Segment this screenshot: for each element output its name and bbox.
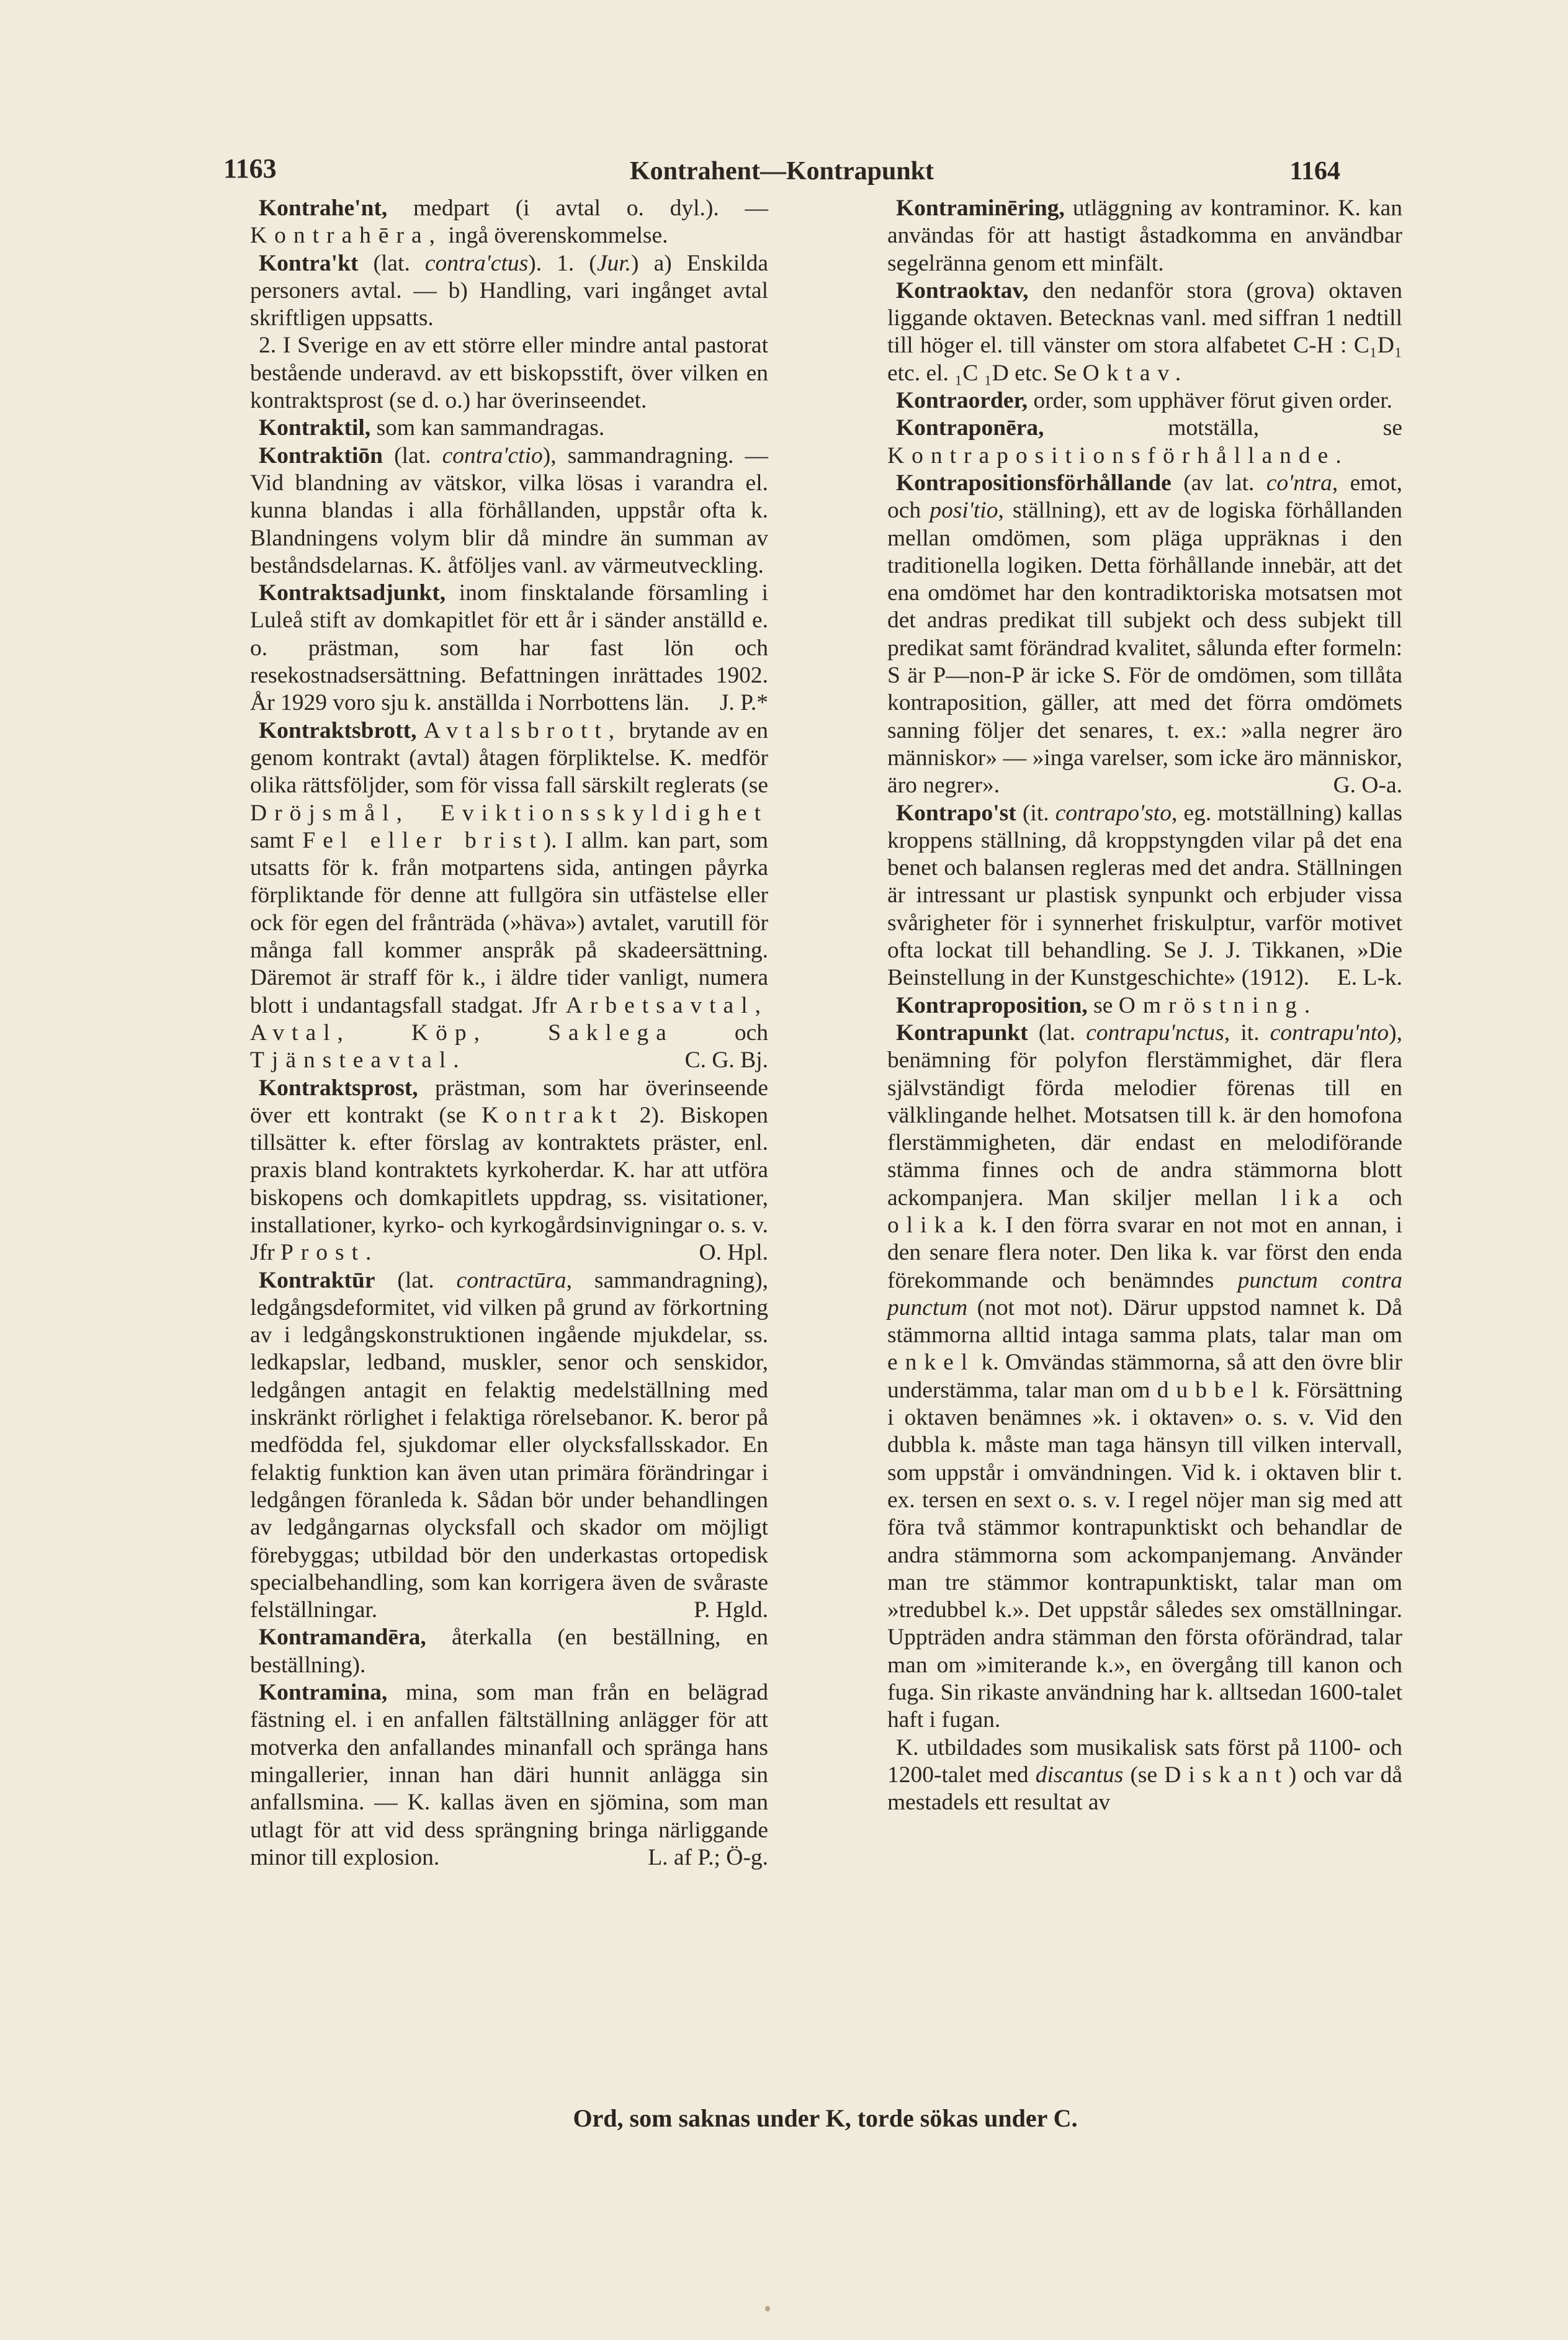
entry-text: (av lat.: [1171, 470, 1266, 496]
entry-text: , ställning), ett av de logiska förhållanden mellan omdömen, som pläga uppräknas i den traditionella logiken. Detta förhållande innebär, att det ena omdömet har den kontradiktoriska motsatsen mot det andras predikat till subjekt och dess subjekt till predikat samt förändrad kvalitet, sålunda efter formeln: S är P—non-P är icke S. För de omdömen, som tillåta kontraposition, gäller, att med det förra omdömets sanning följer det senares, t. ex.: »alla negrer äro människor» — »inga varelser, som icke äro människor, äro negrer».: [887, 498, 1402, 799]
entry-kontramina: [250, 1679, 768, 1872]
cross-reference: Eviktionsskyldighet: [441, 800, 768, 826]
headword: Kontraponēra,: [896, 415, 1044, 441]
entry-text: order, som upphäver förut given order.: [1028, 388, 1393, 414]
italic-term: contrapu'nctus: [1086, 1020, 1224, 1046]
author-signature: O. Hpl.: [699, 1240, 768, 1266]
entry-text: 2). Biskopen tillsätter k. efter förslag av kontraktets präster, enl. praxis bland kontraktets kyrkoherdar. K. har att utföra biskopens och domkapitlets uppdrag, ss. visitationer, installationer, kyrko- och kyrkogårdsinvigningar o. s. v. Jfr: [250, 1102, 768, 1266]
italic-term: contrapo'sto: [1055, 800, 1172, 826]
entry-kontraoktav: [887, 277, 1402, 387]
cross-reference: Kontrapositionsförhållande.: [887, 442, 1349, 468]
italic-term: contractūra: [456, 1267, 567, 1293]
headword: Kontraminēring,: [896, 195, 1065, 221]
page-number-left: 1163: [223, 153, 277, 184]
entry-text: brytande av en genom kontrakt (avtal) åtagen förpliktelse. K. medför olika rättsföljder, som för vissa fall särskilt reglerats (se: [250, 717, 769, 799]
entry-text: ) och var då mestadels ett resultat av: [887, 1762, 1402, 1816]
entry-text: [487, 1020, 548, 1046]
running-head: Kontrahent—Kontrapunkt: [629, 157, 934, 186]
italic-term: co'ntra: [1266, 470, 1332, 496]
headword: Kontra'kt: [259, 250, 359, 276]
entry-kontraponera: [887, 415, 1402, 470]
entry-text: [410, 800, 441, 826]
italic-term: contra'ctio: [442, 442, 543, 468]
entry-text: se: [1087, 992, 1119, 1018]
entry-text: utläggning av kontraminor. K. kan användas för att hastigt åstadkomma en användbar segelränna genom ett minfält.: [887, 195, 1402, 276]
paper-fleck: [765, 2306, 770, 2311]
entry-text: ), benämning för polyfon flerstämmighet, där flera självständigt förda melodier förenas till en välklingande helhet. Motsatsen till k. är den homofona flerstämmigheten, där endast en melodiförande stämma finnes och de andra stämmorna blott ackompanjera. Man skiljer mellan: [887, 1020, 1402, 1211]
entry-text: K. utbildades som musikalisk sats först på 1100- och 1200-talet med: [887, 1734, 1402, 1788]
headword: Kontrapunkt: [896, 1020, 1028, 1046]
entry-text: , eg. motställning) kallas kroppens ställning, då kroppstyngden vilar på det ena benet och balansen regleras med det andra. Ställningen är intressant ur plastisk synpunkt och erbjuder vissa svårigheter för i synnerhet friskulptur, varför motivet ofta lockat till behandling. Se J. J. Tikkanen, »Die Beinstellung in der Kunstgeschichte» (1912).: [887, 800, 1403, 991]
entry-kontraktil: [250, 415, 768, 442]
emphasis-term: lika: [1281, 1185, 1346, 1211]
cross-reference: Dröjsmål,: [250, 800, 410, 826]
entry-kontraminering: [887, 195, 1402, 277]
cross-reference: Prost.: [280, 1240, 379, 1266]
entry-kontrakt: [250, 250, 768, 333]
cross-reference: Tjänsteavtal.: [250, 1047, 467, 1074]
entry-text: ). I allm. kan part, som utsatts för k. från motpartens sida, antingen påyrka förpliktande för denne att fullgöra sin utfästelse eller ock för egen del frånträda (»häva») avtalet, varutill för många fall kommer anspråk på skadeersättning. Däremot är straff för k., i äldre tider vanligt, numera blott i undantagsfall stadgat. Jfr: [250, 827, 768, 1018]
entry-text: k. I den förra svarar en not mot en annan, i den senare flera noter. Den lika k. var först den enda förekommande och benämndes: [887, 1212, 1402, 1293]
italic-term: posi'tio: [930, 498, 998, 524]
entry-text: [351, 1020, 411, 1046]
entry-text: , it.: [1224, 1020, 1270, 1046]
entry-text: ), sammandragning. — Vid blandning av vätskor, vilka lösas i varandra el. kunna blandas i alla förhållanden, uppstår ofta k. Blandningens volym blir då mindre än summan av beståndsdelarnas. K. åtföljes vanl. av värmeutveckling.: [250, 442, 768, 578]
headword: Kontramina,: [259, 1680, 388, 1706]
page-number-right: 1164: [1289, 157, 1340, 186]
author-signature: P. Hgld.: [694, 1597, 768, 1623]
italic-term: punctum contra punctum: [887, 1267, 1402, 1320]
entry-kontramandera: [250, 1624, 768, 1679]
entry-text: (it.: [1016, 800, 1055, 826]
entry-text: (lat.: [375, 1267, 457, 1293]
entry-text: prästman, som har överinseende över ett kontrakt (se: [250, 1075, 768, 1128]
cross-reference: Fel eller brist: [302, 827, 544, 853]
headword: Kontraorder,: [896, 388, 1028, 414]
cross-reference: Oktav.: [1082, 360, 1189, 386]
cross-reference: Saklega: [548, 1020, 674, 1046]
entry-text: , emot, och: [887, 470, 1403, 524]
entry-text: den nedanför stora (grova) oktaven liggande oktaven. Betecknas vanl. med siffran 1 nedtill till höger el. till vänster om stora alfabetet C-H : C₁D₁ etc. el. ₁C ₁D etc. Se: [887, 277, 1402, 386]
author-signature: J. P.*: [719, 690, 768, 716]
headword: Kontraktūr: [259, 1267, 375, 1293]
entry-text: , sammandragning), ledgångsdeformitet, vid vilken på grund av förkortning av i ledgångskonstruktionen ingående mjukdelar, ss. ledkapslar, ledband, muskler, senor och senskidor, ledgången antagit en felaktig medelställning med inskränkt rörlighet i felaktiga rörelsebanor. K. beror på medfödda fel, sjukdomar eller olycksfallsskador. En felaktig funktion kan även utan primära förändringar i ledgången föranleda k. Sådan bör under behandlingen av ledgångarnas olycksfall och skador om möjligt förebyggas; utbildad bör den underkastas ortopedisk specialbehandling, som kan korrigera även de svåraste felställningar.: [250, 1267, 768, 1623]
entry-text: (not mot not). Därur uppstod namnet k. Då stämmorna alltid intaga samma plats, talar man om: [887, 1294, 1402, 1348]
entry-text: ). 1. (: [528, 250, 597, 276]
entry-kontraktsbrott: [250, 717, 768, 1075]
author-signature: G. O-a.: [1333, 773, 1402, 799]
italic-term: discantus: [1035, 1762, 1124, 1788]
italic-term: contrapu'nto: [1270, 1020, 1389, 1046]
page-header: [223, 153, 1340, 190]
entry-kontraktur: [250, 1267, 768, 1625]
headword: Kontrahe'nt,: [259, 195, 388, 221]
cross-reference: Avtalsbrott,: [423, 717, 622, 743]
entry-text: (lat.: [358, 250, 425, 276]
cross-reference: Köp,: [411, 1020, 487, 1046]
headword: Kontraktil,: [259, 415, 371, 441]
footer-note: Ord, som saknas under K, torde sökas under C.: [573, 2104, 1078, 2132]
cross-reference: Kontrakt: [482, 1102, 624, 1128]
emphasis-term: dubbel: [1157, 1377, 1265, 1403]
headword: Kontramandēra,: [259, 1625, 426, 1651]
author-signature: C. G. Bj.: [684, 1047, 768, 1074]
entry-text: och: [1345, 1185, 1402, 1211]
author-signature: E. L-k.: [1337, 965, 1402, 991]
entry-kontraktsadjunkt: [250, 580, 768, 717]
entry-text: ingå överenskommelse.: [442, 223, 668, 249]
entry-text: inom finsktalande församling i Luleå stift av domkapitlet för ett år i sänder anställd e. o. prästman, som har fast lön och resekostnadsersättning. Befattningen inrättades 1902. År 1929 voro sju k. anställda i Norrbottens län.: [250, 580, 768, 716]
entry-kontraproposition: [887, 992, 1402, 1020]
entry-text: (lat.: [1028, 1020, 1086, 1046]
entry-kontrapunkt: [887, 1020, 1402, 1734]
entry-text: samt: [250, 827, 303, 853]
entry-kontraorder: [887, 387, 1402, 415]
cross-reference: Diskant: [1164, 1762, 1289, 1788]
headword: Kontrapo'st: [896, 800, 1016, 826]
entry-kontrapost: [887, 800, 1402, 992]
right-column: [887, 195, 1402, 1817]
headword: Kontraktsbrott,: [259, 717, 417, 743]
entry-text: (se: [1123, 1762, 1165, 1788]
left-column: [250, 195, 768, 1872]
entry-text: medpart (i avtal o. dyl.). —: [387, 195, 768, 221]
entry-text: k. Försättning i oktaven benämnes »k. i oktaven» o. s. v. Vid den dubbla k. måste man taga hänsyn till vilken intervall, som uppstår i omvändningen. Vid k. i oktaven blir t. ex. tersen en sext o. s. v. I regel nöjer man sig med att föra två stämmor kontrapunktiskt och behandlar de andra stämmorna som ackompanjemang. Använder man tre stämmor kontrapunktiskt, talar man om »tredubbel k.». Det uppstår således sex omställningar. Uppträden andra stämman den första oförändrad, talar man om »imiterande k.», en övergång till kanon och fuga. Sin rikaste användning har k. alltsedan 1600-talet haft i fugan.: [887, 1377, 1402, 1733]
cross-reference: Kontrahēra,: [250, 223, 443, 249]
headword: Kontraproposition,: [896, 992, 1088, 1018]
entry-kontraktsprost: [250, 1075, 768, 1267]
emphasis-term: enkel: [887, 1350, 975, 1376]
headword: Kontrapositionsförhållande: [896, 470, 1172, 496]
italic-term: Jur.: [596, 250, 632, 276]
entry-text: återkalla (en beställning, en beställning).: [250, 1625, 768, 1678]
cross-reference: Omröstning.: [1118, 992, 1318, 1018]
entry-text: ) a) Enskilda personers avtal. — b) Handling, vari ingånget avtal skriftligen uppsatts.: [250, 250, 768, 331]
headword: Kontraktsadjunkt,: [259, 580, 446, 606]
entry-text: motställa, se: [1044, 415, 1402, 441]
entry-text: (lat.: [383, 442, 442, 468]
italic-term: contra'ctus: [424, 250, 529, 276]
entry-kontrapunkt-paragraph-2: [887, 1734, 1402, 1817]
entry-text: k. Omvändas stämmorna, så att den övre blir understämma, talar man om: [887, 1350, 1402, 1403]
entry-text: som kan sammandragas.: [370, 415, 605, 441]
headword: Kontraoktav,: [896, 277, 1029, 303]
entry-kontrapositionsforhallande: [887, 470, 1402, 800]
entry-text: och: [673, 1020, 769, 1046]
headword: Kontraktiōn: [259, 442, 383, 468]
emphasis-term: olika: [887, 1212, 971, 1238]
entry-kontraktion: [250, 442, 768, 580]
entry-kontrakt-sense-2: 2. I Sverige en av ett större eller mindre antal pastorat bestående underavd. av ett biskopsstift, över vilken en kontraktsprost (se d. o.) har överinseendet.: [250, 333, 768, 414]
entry-kontrahent: [250, 195, 768, 250]
cross-reference: Arbetsavtal,: [565, 992, 768, 1018]
headword: Kontraktsprost,: [259, 1075, 418, 1101]
cross-reference: Avtal,: [250, 1020, 351, 1046]
entry-text: mina, som man från en belägrad fästning el. i en anfallen fältställning anlägger för att motverka den anfallandes minanfall och spränga hans mingallerier, innan han däri hunnit anlägga sin anfallsmina. — K. kallas även en sjömina, som man utlagt för att vid dess sprängning bringa närliggande minor till explosion.: [250, 1680, 768, 1870]
author-signature: L. af P.; Ö-g.: [648, 1844, 768, 1870]
